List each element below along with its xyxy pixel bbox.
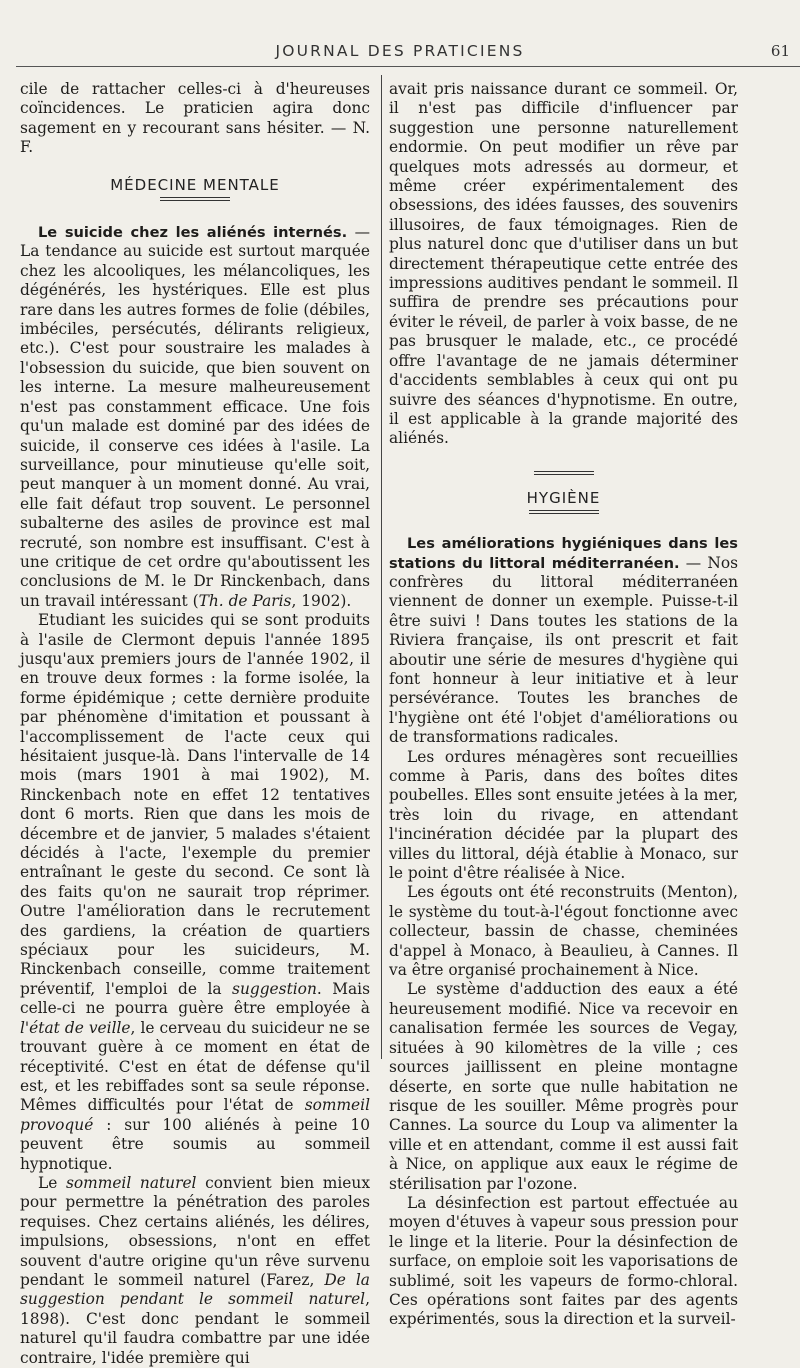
intro-paragraph: cile de rattacher celles-ci à d'heureuses coïncidences. Le praticien agira donc sagement en y recourant sans hésiter. — N. F. [20, 80, 370, 157]
continued-paragraph: avait pris naissance durant ce sommeil. Or, il n'est pas difficile d'influencer par suggestion une personne naturellement endormie. On peut modifier un rêve par quelques mots adressés au dormeur, et même créer expérimentalement des obsessions, des idées fausses, des souvenirs illusoires, de faux témoignages. Rien de plus naturel donc que d'utiliser dans un but directement thérapeutique cette entrée des impressions auditives pendant le sommeil. Il suffira de prendre ses précautions pour éviter le réveil, de parler à voix basse, de ne pas brusquer le malade, etc., ce procédé offre l'avantage de ne jamais déterminer d'accidents semblables à ceux qui ont pu suivre des séances d'hypnotisme. En outre, il est applicable à la grande majorité des aliénés. [389, 80, 738, 448]
header-rule [16, 66, 800, 67]
column-divider [381, 75, 382, 1059]
journal-title: JOURNAL DES PRATICIENS [275, 42, 525, 60]
left-column [20, 80, 370, 1368]
article-paragraph: Le système d'adduction des eaux a été heureusement modifié. Nice va recevoir en canalisation fermée les sources de Vegay, situées à 90 kilomètres de la ville ; ces sources jaillissent en pleine montagne déserte, en sorte que nulle habitation ne risque de les souiller. Même progrès pour Cannes. La source du Loup va alimenter la ville et en attendant, comme il est aussi fait à Nice, on applique aux eaux le régime de stérilisation par l'ozone. [389, 980, 738, 1193]
right-column [389, 80, 738, 1330]
running-header [0, 38, 800, 68]
section-heading-hygiene: HYGIÈNE [526, 488, 601, 507]
page-number: 61 [770, 42, 790, 60]
article-paragraph: Les égouts ont été reconstruits (Menton), le système du tout-à-l'égout fonctionne avec collecteur, bassin de chasse, cheminées d'appel à Monaco, à Beaulieu, à Cannes. Il va être organisé prochainement à Nice. [389, 883, 738, 980]
article-title: Le suicide chez les aliénés internés. [38, 224, 348, 242]
article-paragraph: Le sommeil naturel convient bien mieux pour permettre la pénétration des paroles requises. Chez certains aliénés, les délires, impulsions, obsessions, n'ont en effet souvent d'autre origine qu'un rêve survenu pendant le sommeil naturel (Farez, De la suggestion pendant le sommeil naturel, 1898). C'est donc pendant le sommeil naturel qu'il faudra combattre par une idée contraire, l'idée première qui [20, 1173, 370, 1367]
article-paragraph: Les améliorations hygiéniques dans les stations du littoral méditerranéen. — Nos confrères du littoral méditerranéen viennent de donner un exemple. Puisse-t-il être suivi ! Dans toutes les stations de la Riviera française, ils ont prescrit et fait aboutir une série de mesures d'hygiène qui font honneur à leur initiative et à leur persévérance. Toutes les branches de l'hygiène ont été l'objet d'améliorations ou de transformations radicales. [389, 535, 738, 747]
article-paragraph: La désinfection est partout effectuée au moyen d'étuves à vapeur sous pression pour le linge et la literie. Pour la désinfection de surface, on emploie soit les vaporisations de sublimé, soit les vapeurs de formo-chloral. Ces opérations sont faites par des agents expérimentés, sous la direction et la surveil- [389, 1193, 738, 1329]
article-title: Les améliorations hygiéniques dans les stations du littoral méditerranéen. [389, 535, 738, 572]
article-paragraph: Le suicide chez les aliénés internés. — La tendance au suicide est surtout marquée chez les alcooliques, les mélancoliques, les dégénérés, les hystériques. Elle est plus rare dans les autres formes de folie (débiles, imbéciles, persécutés, délirants religieux, etc.). C'est pour soustraire les malades à l'obsession du suicide, que bien souvent on les interne. La mesure malheureusement n'est pas constamment efficace. Une fois qu'un malade est dominé par des idées de suicide, il conserve ces idées à l'asile. La surveillance, pour minutieuse qu'elle soit, peut manquer à un moment donné. Au vrai, elle fait défaut trop souvent. Le personnel subalterne des asiles de province est mal recruté, son nombre est insuffisant. C'est à une critique de cet ordre qu'aboutissent les conclusions de M. le Dr Rinckenbach, dans un travail intéressant (Th. de Paris, 1902). [20, 223, 370, 610]
article-paragraph: Etudiant les suicides qui se sont produits à l'asile de Clermont depuis l'année 1895 jusqu'aux premiers jours de l'année 1902, il en trouve deux formes : la forme isolée, la forme épidémique ; cette dernière produite par phénomène d'imitation et poussant à l'accomplissement de l'acte ceux qui hésitaient jusque-là. Dans l'intervalle de 14 mois (mars 1901 à mai 1902), M. Rinckenbach note en effet 12 tentatives dont 6 morts. Rien que dans les mois de décembre et de janvier, 5 malades s'étaient décidés à l'acte, l'exemple du premier entraînant le geste du second. Ce sont là des faits qu'on ne saurait trop réprimer. Outre l'amélioration dans le recrutement des gardiens, la création de quartiers spéciaux pour les suicideurs, M. Rinckenbach conseille, comme traitement préventif, l'emploi de la suggestion. Mais celle-ci ne pourra guère être employée à l'état de veille, le cerveau du suicideur ne se trouvant guère à ce moment en état de réceptivité. C'est en état de défense qu'il est, et les rebiffades sont sa seule réponse. Mêmes difficultés pour l'état de sommeil provoqué : sur 100 aliénés à peine 10 peuvent être soumis au sommeil hypnotique. [20, 611, 371, 1173]
section-heading-medecine-mentale: MÉDECINE MENTALE [110, 175, 280, 194]
article-paragraph: Les ordures ménagères sont recueillies comme à Paris, dans des boîtes dites poubelles. Elles sont ensuite jetées à la mer, très loin du rivage, en attendant l'incinération décidée par la plupart des villes du littoral, déjà établie à Monaco, sur le point d'être réalisée à Nice. [389, 747, 738, 883]
